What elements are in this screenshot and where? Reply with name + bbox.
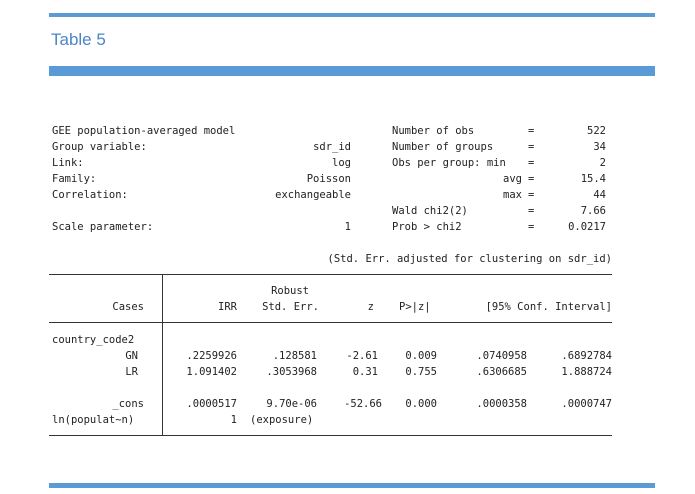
ngroups-value: 34 bbox=[593, 141, 606, 153]
row-lr-z: 0.31 bbox=[352, 366, 378, 378]
table-bottom-rule bbox=[49, 435, 612, 436]
correlation-label: Correlation: bbox=[52, 189, 128, 201]
top-accent-bar bbox=[49, 13, 655, 17]
prob-label: Prob > chi2 bbox=[392, 221, 462, 233]
model-label: GEE population-averaged model bbox=[52, 125, 236, 137]
obs-max-value: 44 bbox=[593, 189, 606, 201]
robust-header: Robust bbox=[271, 285, 309, 297]
correlation-value: exchangeable bbox=[275, 189, 351, 201]
ci-header: [95% Conf. Interval] bbox=[485, 301, 612, 313]
row-gn-irr: .2259926 bbox=[186, 350, 237, 362]
irr-header: IRR bbox=[218, 301, 237, 313]
prob-eq: = bbox=[528, 221, 535, 233]
wald-eq: = bbox=[528, 205, 535, 217]
ngroups-eq: = bbox=[528, 141, 535, 153]
family-label: Family: bbox=[52, 173, 97, 185]
link-label: Link: bbox=[52, 157, 84, 169]
nobs-eq: = bbox=[528, 125, 535, 137]
obs-avg-label: avg bbox=[503, 173, 522, 185]
row-lr-se: .3053968 bbox=[266, 366, 317, 378]
row-lr-name: LR bbox=[125, 366, 138, 378]
row-cons-irr: .0000517 bbox=[186, 398, 237, 410]
se-header: Std. Err. bbox=[262, 301, 319, 313]
cases-header: Cases bbox=[112, 301, 144, 313]
group-label: country_code2 bbox=[52, 334, 135, 346]
obs-avg-eq: = bbox=[528, 173, 535, 185]
obs-min-value: 2 bbox=[599, 157, 606, 169]
row-gn-ci-low: .0740958 bbox=[476, 350, 527, 362]
prob-value: 0.0217 bbox=[568, 221, 606, 233]
family-value: Poisson bbox=[306, 173, 351, 185]
title-underline-bar bbox=[49, 66, 655, 76]
z-header: z bbox=[367, 301, 374, 313]
table-header-rule bbox=[49, 322, 612, 323]
bottom-accent-bar bbox=[49, 483, 655, 488]
wald-label: Wald chi2(2) bbox=[392, 205, 468, 217]
obs-min-eq: = bbox=[528, 157, 535, 169]
clustering-note: (Std. Err. adjusted for clustering on sdr_id) bbox=[327, 253, 612, 265]
link-value: log bbox=[332, 157, 351, 169]
scale-parameter-label: Scale parameter: bbox=[52, 221, 154, 233]
ngroups-label: Number of groups bbox=[392, 141, 494, 153]
row-lr-ci-high: 1.888724 bbox=[561, 366, 612, 378]
table-title: Table 5 bbox=[51, 30, 106, 49]
obs-min-label: Obs per group: min bbox=[392, 157, 506, 169]
row-gn-z: -2.61 bbox=[346, 350, 378, 362]
row-cons-ci-high: .0000747 bbox=[561, 398, 612, 410]
nobs-value: 522 bbox=[587, 125, 606, 137]
row-cons-ci-low: .0000358 bbox=[476, 398, 527, 410]
row-exposure-name: ln(populat~n) bbox=[52, 414, 135, 426]
row-exposure-note: (exposure) bbox=[250, 414, 314, 426]
row-gn-ci-high: .6892784 bbox=[561, 350, 612, 362]
wald-value: 7.66 bbox=[580, 205, 606, 217]
row-exposure-irr: 1 bbox=[230, 414, 237, 426]
row-lr-p: 0.755 bbox=[405, 366, 437, 378]
nobs-label: Number of obs bbox=[392, 125, 475, 137]
row-cons-se: 9.70e-06 bbox=[266, 398, 317, 410]
table-top-rule bbox=[49, 274, 612, 275]
row-lr-ci-low: .6306685 bbox=[476, 366, 527, 378]
row-lr-irr: 1.091402 bbox=[186, 366, 237, 378]
group-variable-label: Group variable: bbox=[52, 141, 147, 153]
row-cons-z: -52.66 bbox=[344, 398, 382, 410]
obs-max-eq: = bbox=[528, 189, 535, 201]
scale-parameter-value: 1 bbox=[344, 221, 351, 233]
table-column-divider bbox=[162, 274, 163, 436]
row-gn-se: .128581 bbox=[272, 350, 317, 362]
obs-max-label: max bbox=[503, 189, 522, 201]
row-cons-name: _cons bbox=[112, 398, 144, 410]
row-gn-name: GN bbox=[125, 350, 138, 362]
row-cons-p: 0.000 bbox=[405, 398, 437, 410]
group-variable-value: sdr_id bbox=[313, 141, 351, 153]
row-gn-p: 0.009 bbox=[405, 350, 437, 362]
p-header: P>|z| bbox=[399, 301, 431, 313]
obs-avg-value: 15.4 bbox=[580, 173, 606, 185]
